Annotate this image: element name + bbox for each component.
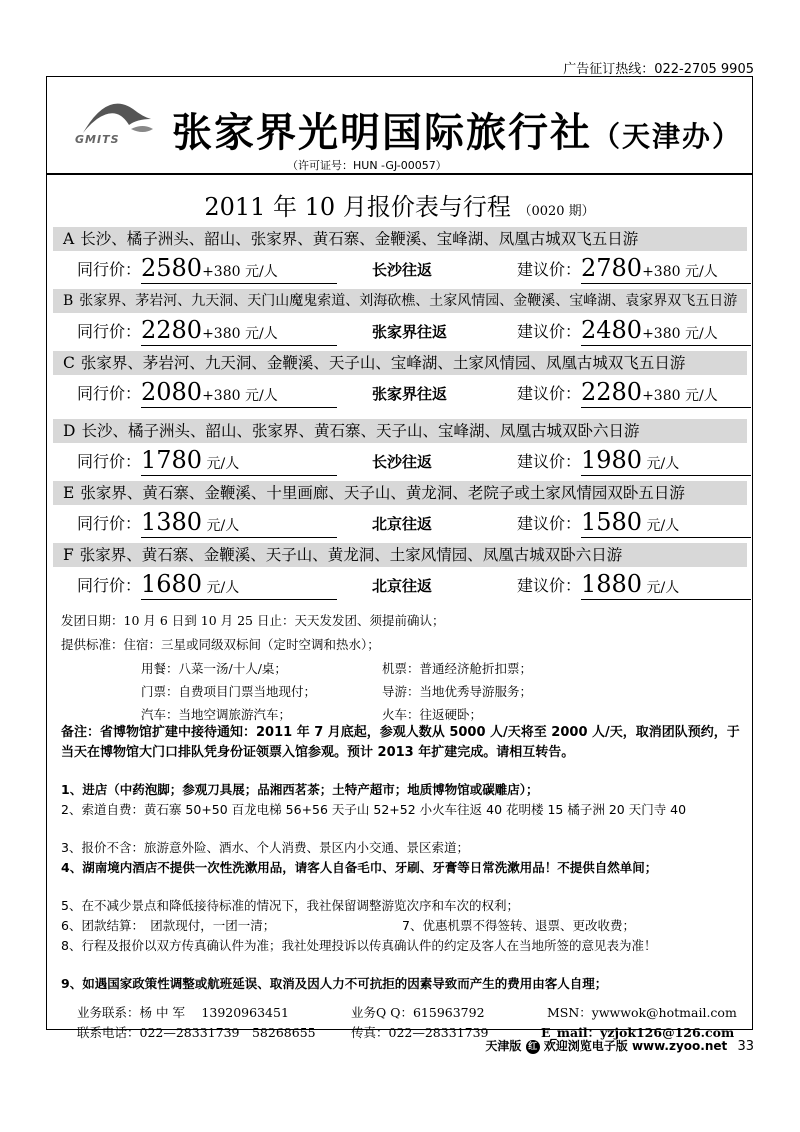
page-title bbox=[47, 187, 752, 222]
list-item: 8、行程及报价以双方传真确认件为准；我社处理投诉以传真确认件的约定及客人在当地所签的意见表为准！ bbox=[61, 938, 657, 953]
suggest-price-extra: +380 元/人 bbox=[642, 388, 718, 404]
page-footer bbox=[485, 1037, 754, 1054]
route-tag: C bbox=[63, 354, 75, 372]
suggest-price-label: 建议价： bbox=[517, 322, 582, 341]
peer-price-value: 1380 bbox=[141, 508, 203, 536]
route-row bbox=[53, 543, 747, 567]
suggest-price-value: 1880 bbox=[581, 570, 643, 598]
suggest-price-value: 2480 bbox=[581, 316, 643, 344]
route-tag: F bbox=[63, 546, 74, 564]
peer-price bbox=[141, 445, 337, 476]
peer-price-extra: +380 元/人 bbox=[202, 326, 278, 342]
departure-dates: 发团日期：10 月 6 日到 10 月 25 日止：天天发发团、须提前确认； bbox=[61, 613, 445, 628]
hotline: 广告征订热线：022-2705 9905 bbox=[563, 62, 754, 77]
route-row bbox=[53, 351, 747, 375]
suggest-price-label: 建议价： bbox=[517, 384, 582, 403]
list-item: 1、进店（中药泡脚；参观刀具展；品湘西茗茶；土特产超市；地质博物馆或碳雕店）； bbox=[61, 782, 539, 797]
suggest-price bbox=[581, 253, 751, 284]
list-item: 9、如遇国家政策性调整或航班延误、取消及因人力不可抗拒的因素导致而产生的费用由客人自理； bbox=[61, 976, 608, 991]
price-row bbox=[77, 444, 737, 476]
peer-price-value: 2080 bbox=[141, 378, 203, 406]
suggest-price-value: 1580 bbox=[581, 508, 643, 536]
suggest-price bbox=[581, 569, 751, 600]
peer-price-extra: 元/人 bbox=[202, 456, 240, 472]
route-tag: A bbox=[63, 230, 75, 248]
title-main: 2011 年 10 月报价表与行程 bbox=[204, 193, 511, 221]
peer-price-value: 1680 bbox=[141, 570, 203, 598]
peer-price-value: 2280 bbox=[141, 316, 203, 344]
title-issue: （0020 期） bbox=[518, 204, 595, 219]
peer-price-extra: +380 元/人 bbox=[202, 264, 278, 280]
main-frame bbox=[46, 76, 753, 1040]
slogan: 欢迎浏览电子版 www.zyoo.net bbox=[543, 1039, 728, 1053]
suggest-price-extra: 元/人 bbox=[642, 456, 680, 472]
peer-price-value: 2580 bbox=[141, 254, 203, 282]
bus-info: 汽车：当地空调旅游汽车； bbox=[141, 707, 292, 722]
edition-label: 天津版 bbox=[485, 1039, 522, 1053]
peer-price-label: 同行价： bbox=[77, 322, 142, 341]
suggest-price-extra: 元/人 bbox=[642, 580, 680, 596]
peer-price bbox=[141, 315, 337, 346]
route-row bbox=[53, 481, 747, 505]
page-number: 33 bbox=[737, 1039, 754, 1054]
qq-contact: 业务Q Q：615963792 bbox=[351, 1005, 485, 1020]
list-item: 6、团款结算： 团款现付，一团一清； bbox=[61, 918, 276, 933]
route-tag: E bbox=[63, 484, 75, 502]
suggest-price bbox=[581, 315, 751, 346]
suggest-price-label: 建议价： bbox=[517, 260, 582, 279]
air-ticket-info: 机票：普通经济舱折扣票； bbox=[382, 661, 533, 676]
company-name bbox=[172, 101, 742, 158]
route-name: 张家界、茅岩河、九天洞、金鞭溪、天子山、宝峰湖、土家风情园、凤凰古城双飞五日游 bbox=[80, 354, 686, 372]
entry-ticket-info: 门票：自费项目门票当地现付； bbox=[141, 684, 317, 699]
suggest-price-label: 建议价： bbox=[517, 514, 582, 533]
peer-price-label: 同行价： bbox=[77, 514, 142, 533]
price-row bbox=[77, 314, 737, 346]
list-item: 2、索道自费：黄石寨 50+50 百龙电梯 56+56 天子山 52+52 小火车往返 40 花明楼 15 橘子洲 20 天门寺 40 bbox=[61, 802, 687, 817]
departure-city: 长沙往返 bbox=[372, 453, 433, 471]
guide-info: 导游：当地优秀导游服务； bbox=[382, 684, 533, 699]
suggest-price-extra: +380 元/人 bbox=[642, 264, 718, 280]
route-row bbox=[53, 419, 747, 443]
license-number: （许可证号：HUN -GJ-00057） bbox=[287, 159, 447, 172]
route-row bbox=[53, 227, 747, 251]
suggest-price-label: 建议价： bbox=[517, 576, 582, 595]
route-tag: B bbox=[63, 293, 74, 309]
departure-city: 长沙往返 bbox=[372, 261, 433, 279]
list-item: 3、报价不含：旅游意外险、酒水、个人消费、景区内小交通、景区索道； bbox=[61, 840, 469, 855]
peer-price bbox=[141, 377, 337, 408]
route-name: 张家界、茅岩河、九天洞、天门山魔鬼索道、刘海砍樵、土家风情园、金鞭溪、宝峰湖、袁家界双飞五日游 bbox=[79, 293, 738, 309]
route-row bbox=[53, 289, 747, 313]
company-sub: （天津办） bbox=[592, 120, 743, 153]
email-contact: E_mail：yzjok126@126.com bbox=[541, 1025, 735, 1040]
peer-price-extra: 元/人 bbox=[202, 580, 240, 596]
peer-price bbox=[141, 253, 337, 284]
msn-contact: MSN：ywwwok@hotmail.com bbox=[547, 1005, 737, 1020]
peer-price-extra: 元/人 bbox=[202, 518, 240, 534]
suggest-price-value: 2780 bbox=[581, 254, 643, 282]
route-name: 长沙、橘子洲头、韶山、张家界、黄石寨、金鞭溪、宝峰湖、凤凰古城双飞五日游 bbox=[80, 230, 639, 248]
suggest-price bbox=[581, 445, 751, 476]
departure-city: 北京往返 bbox=[372, 577, 433, 595]
suggest-price-label: 建议价： bbox=[517, 452, 582, 471]
museum-notice: 备注：省博物馆扩建中接待通知：2011 年 7 月底起，参观人数从 5000 人/天将至 2000 人/天，取消团队预约，于当天在博物馆大门口排队凭身份证领票入馆参观。预计 2013 年扩建完成。请相互转告。 bbox=[61, 725, 740, 760]
train-info: 火车：往返硬卧； bbox=[382, 707, 483, 722]
list-item: 4、湖南境内酒店不提供一次性洗漱用品，请客人自备毛巾、牙刷、牙膏等日常洗漱用品！不提供自然单间； bbox=[61, 860, 658, 875]
peer-price-label: 同行价： bbox=[77, 576, 142, 595]
peer-price-label: 同行价： bbox=[77, 384, 142, 403]
route-name: 张家界、黄石寨、金鞭溪、天子山、黄龙洞、土家风情园、凤凰古城双卧六日游 bbox=[79, 546, 623, 564]
logo-text: GMITS bbox=[75, 133, 120, 146]
suggest-price-value: 2280 bbox=[581, 378, 643, 406]
departure-city: 张家界往返 bbox=[372, 385, 448, 403]
peer-price-label: 同行价： bbox=[77, 452, 142, 471]
route-name: 张家界、黄石寨、金鞭溪、十里画廊、天子山、黄龙洞、老院子或土家风情园双卧五日游 bbox=[80, 484, 685, 502]
suggest-price-value: 1980 bbox=[581, 446, 643, 474]
badge-icon: 红 bbox=[526, 1040, 540, 1054]
header-divider bbox=[47, 173, 752, 175]
price-row bbox=[77, 568, 737, 600]
list-item: 7、优惠机票不得签转、退票、更改收费； bbox=[402, 918, 635, 933]
list-item: 5、在不减少景点和降低接待标准的情况下，我社保留调整游览次序和车次的权利； bbox=[61, 898, 519, 913]
peer-price-extra: +380 元/人 bbox=[202, 388, 278, 404]
price-row bbox=[77, 506, 737, 538]
phone-contact: 联系电话：022—28331739 58268655 bbox=[77, 1025, 316, 1040]
price-row bbox=[77, 376, 737, 408]
fax-contact: 传真：022—28331739 bbox=[351, 1025, 489, 1040]
departure-city: 张家界往返 bbox=[372, 323, 448, 341]
departure-city: 北京往返 bbox=[372, 515, 433, 533]
route-tag: D bbox=[63, 422, 76, 440]
peer-price-value: 1780 bbox=[141, 446, 203, 474]
suggest-price bbox=[581, 377, 751, 408]
meal-info: 用餐：八菜一汤/十人/桌； bbox=[141, 661, 287, 676]
peer-price-label: 同行价： bbox=[77, 260, 142, 279]
suggest-price bbox=[581, 507, 751, 538]
peer-price bbox=[141, 507, 337, 538]
suggest-price-extra: +380 元/人 bbox=[642, 326, 718, 342]
business-contact: 业务联系：杨 中 军 13920963451 bbox=[77, 1005, 289, 1020]
suggest-price-extra: 元/人 bbox=[642, 518, 680, 534]
route-name: 长沙、橘子洲头、韶山、张家界、黄石寨、天子山、宝峰湖、凤凰古城双卧六日游 bbox=[81, 422, 640, 440]
service-standard: 提供标准：住宿：三星或同级双标间（定时空调和热水）； bbox=[61, 637, 380, 652]
peer-price bbox=[141, 569, 337, 600]
price-row bbox=[77, 252, 737, 284]
company-title: 张家界光明国际旅行社 bbox=[172, 110, 592, 156]
